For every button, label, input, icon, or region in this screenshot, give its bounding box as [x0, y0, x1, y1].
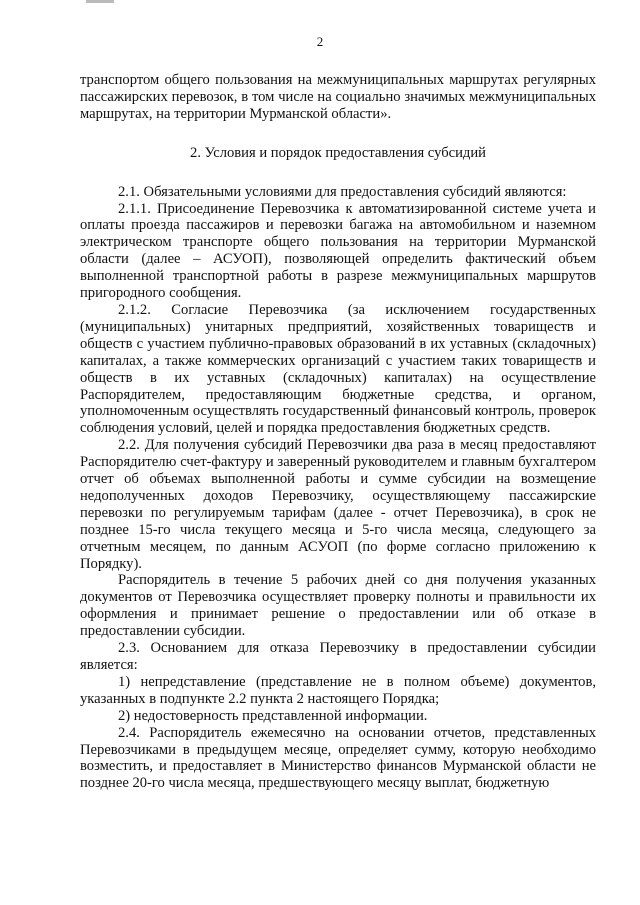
section-heading: 2. Условия и порядок предоставления субсидий — [190, 144, 486, 161]
intro-paragraph: транспортом общего пользования на межмуниципальных маршрутах регулярных пассажирских перевозок, в том числе на социально значимых межмуниципальных маршрутах, на территории Мурманской области». — [80, 72, 596, 122]
list-item-1: 1) непредставление (представление не в полном объеме) документов, указанных в подпункте 2.2 пункта 2 настоящего Порядка; — [80, 673, 596, 707]
document-body — [80, 72, 596, 792]
paragraph-2-1-2: 2.1.2. Согласие Перевозчика (за исключением государственных (муниципальных) унитарных предприятий, хозяйственных товариществ и обществ с участием публично-правовых образований в их уставных (складочных) капиталах, а также коммерческих организаций с участием таких товариществ и обществ в их уставных (складочных) капиталах) на осуществление Распорядителем, предоставляющим бюджетные средства, и органом, уполномоченным осуществлять государственный финансовый контроль, проверок соблюдения условий, целей и порядка предоставления бюджетных средств. — [80, 301, 596, 437]
page-number: 2 — [316, 34, 324, 49]
paragraph-2-1-1: 2.1.1. Присоединение Перевозчика к автоматизированной системе учета и оплаты проезда пассажиров и перевозки багажа на автомобильном и наземном электрическом транспорте общего пользования на территории Мурманской области (далее – АСУОП), позволяющей определить фактический объем выполненной транспортной работы в разрезе межмуниципальных маршрутов пригородного сообщения. — [80, 200, 596, 302]
paragraph-distributor-review: Распорядитель в течение 5 рабочих дней со дня получения указанных документов от Перевозчика осуществляет проверку полноты и правильности их оформления и принимает решение о предоставлении или об отказе в предоставлении субсидии. — [80, 572, 596, 640]
paragraph-2-4: 2.4. Распорядитель ежемесячно на основании отчетов, представленных Перевозчиками в предыдущем месяце, определяет сумму, которую необходимо возместить, и предоставляет в Министерство финансов Мурманской области не позднее 20-го числа месяца, предшествующего месяцу выплат, бюджетную — [80, 724, 596, 792]
paragraph-2-3: 2.3. Основанием для отказа Перевозчику в предоставлении субсидии является: — [80, 640, 596, 673]
paragraph-2-1: 2.1. Обязательными условиями для предоставления субсидий являются: — [118, 183, 567, 200]
paragraph-2-2: 2.2. Для получения субсидий Перевозчики два раза в месяц предоставляют Распорядителю счет-фактуру и заверенный руководителем и главным бухгалтером отчет об объемах выполненной работы и сумме субсидии на возмещение недополученных доходов Перевозчику, осуществляющему пассажирские перевозки по регулируемым тарифам (далее - отчет Перевозчика), в срок не позднее 15-го числа текущего месяца и 5-го числа месяца, следующего за отчетным месяцем, по данным АСУОП (по форме согласно приложению к Порядку). — [80, 437, 596, 572]
list-item-2: 2) недостоверность представленной информации. — [118, 707, 428, 724]
scan-artifact — [86, 0, 114, 3]
